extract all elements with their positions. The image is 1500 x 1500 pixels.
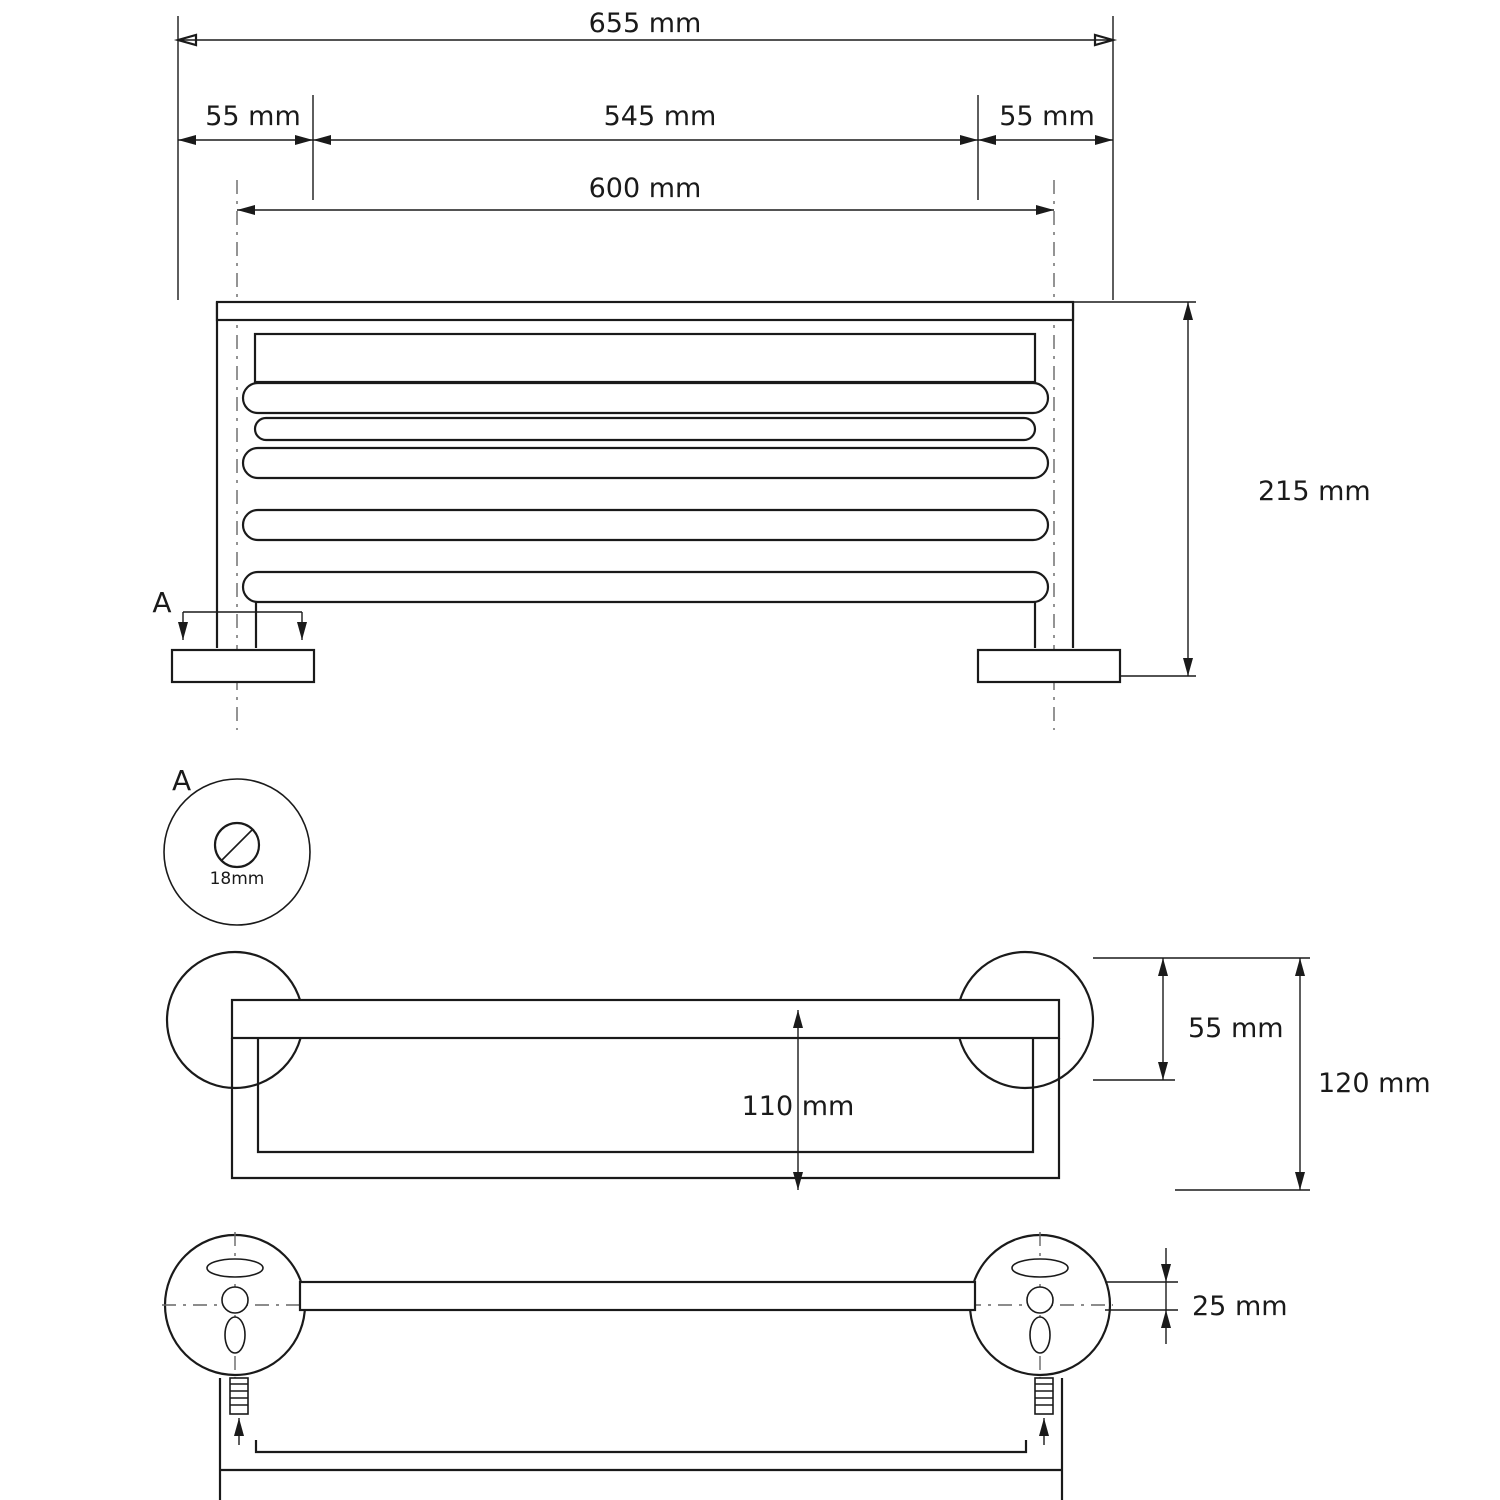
dim-left-bracket-label: 55 mm [205, 101, 301, 132]
dim-hole-diameter-label: 18mm [209, 869, 265, 889]
dim-mount-spacing [237, 173, 1054, 215]
front-view-extension-lines [178, 16, 1113, 300]
fastener-left [230, 1378, 248, 1445]
dim-shelf-depth-upper [1093, 958, 1284, 1080]
dim-mount-spacing-label: 600 mm [588, 173, 702, 204]
dim-overall-width [178, 8, 1113, 45]
dim-right-bracket-label: 55 mm [999, 101, 1095, 132]
top-view [162, 1232, 1288, 1500]
front-elevation-view [172, 302, 1120, 682]
section-label-a-front: A [152, 586, 172, 619]
fastener-right [1035, 1378, 1053, 1445]
dim-bar-length-label: 545 mm [603, 101, 717, 132]
side-elevation-view [167, 952, 1431, 1190]
dim-rail-diameter [1105, 1248, 1288, 1344]
dim-height [1073, 302, 1371, 676]
detail-a-view [164, 764, 310, 925]
dim-rail-diameter-label: 25 mm [1192, 1291, 1288, 1322]
dim-overall-width-label: 655 mm [588, 8, 702, 39]
dim-height-label: 215 mm [1258, 476, 1371, 507]
dim-segment-row [178, 101, 1113, 145]
dim-shelf-depth-upper-label: 55 mm [1188, 1013, 1284, 1044]
dim-shelf-depth-total-label: 120 mm [1318, 1068, 1431, 1099]
detail-label-a: A [172, 764, 192, 797]
dim-shelf-depth-total [1175, 958, 1431, 1190]
dim-rail-offset-label: 110 mm [741, 1091, 855, 1122]
